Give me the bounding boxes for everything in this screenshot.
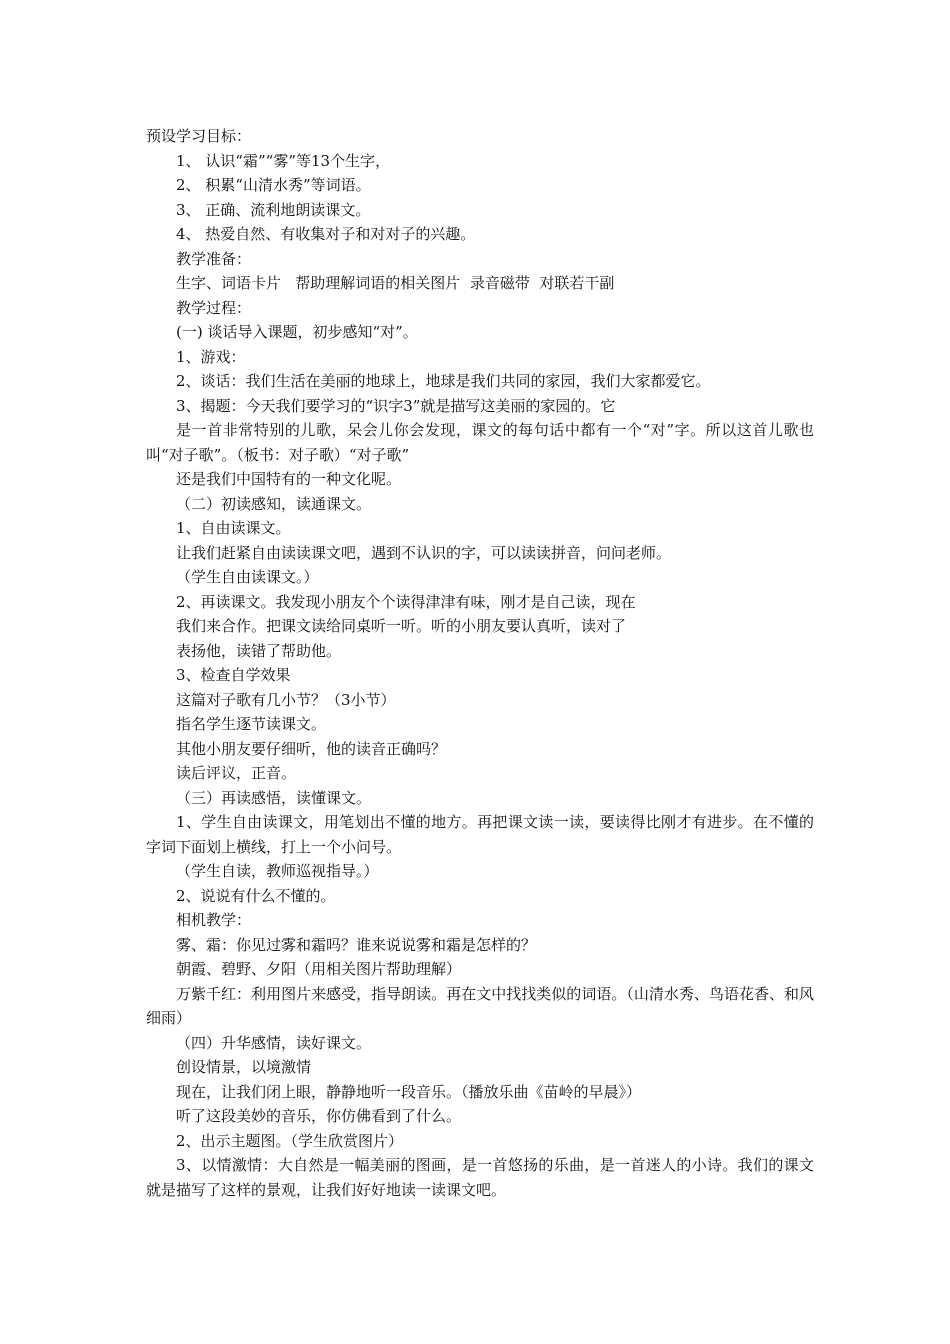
paragraph: 万紫千红：利用图片来感受，指导朗读。再在文中找找类似的词语。（山清水秀、鸟语花香、和风细雨） xyxy=(146,984,814,1027)
paragraph: 其他小朋友要仔细听，他的读音正确吗？ xyxy=(176,739,447,758)
paragraph: 3、揭题：今天我们要学习的“识字3”就是描写这美丽的家园的。它 xyxy=(176,396,616,415)
paragraph: 还是我们中国特有的一种文化呢。 xyxy=(176,470,402,488)
paragraph: 听了这段美妙的音乐，你仿佛看到了什么。 xyxy=(176,1107,462,1125)
heading-process: 教学过程： xyxy=(176,298,252,317)
paragraph: 2、谈话：我们生活在美丽的地球上，地球是我们共同的家园，我们大家都爱它。 xyxy=(176,372,711,390)
paragraph: 朝霞、碧野、夕阳（用相关图片帮助理解） xyxy=(176,960,462,978)
section-1-title: (一) 谈话导入课题，初步感知“对”。 xyxy=(176,323,418,341)
paragraph: 是一首非常特别的儿歌，呆会儿你会发现，课文的每句话中都有一个“对”字。所以这首儿歌也叫“对子歌”。（板书：对子歌）“对子歌” xyxy=(146,421,814,464)
paragraph: 2、说说有什么不懂的。 xyxy=(176,886,336,905)
document-body xyxy=(146,124,814,1202)
heading-preparation: 教学准备： xyxy=(176,249,252,268)
paragraph: 创设情景，以境激情 xyxy=(176,1058,312,1076)
paragraph: 2、出示主题图。（学生欣赏图片） xyxy=(176,1131,404,1150)
paragraph: 现在，让我们闭上眼，静静地听一段音乐。（播放乐曲《苗岭的早晨》） xyxy=(176,1082,642,1101)
goal-item-4: 4、 热爱自然、有收集对子和对对子的兴趣。 xyxy=(176,225,476,243)
paragraph: 1、游戏： xyxy=(176,347,246,366)
paragraph: 3、以情激情：大自然是一幅美丽的图画，是一首悠扬的乐曲，是一首迷人的小诗。我们的课文就是描写了这样的景观，让我们好好地读一读课文吧。 xyxy=(146,1156,814,1199)
paragraph: 读后评议，正音。 xyxy=(176,764,297,782)
heading-learning-goals: 预设学习目标： xyxy=(146,127,252,145)
paragraph: 雾、霜：你见过雾和霜吗？谁来说说雾和霜是怎样的？ xyxy=(176,935,537,954)
paragraph: 这篇对子歌有几小节？（3小节） xyxy=(176,690,396,709)
goal-item-3: 3、 正确、流利地朗读课文。 xyxy=(176,200,371,219)
paragraph: 2、再读课文。我发现小朋友个个读得津津有味，刚才是自己读，现在 xyxy=(176,592,636,611)
paragraph: 表扬他，读错了帮助他。 xyxy=(176,641,342,660)
paragraph: 让我们赶紧自由读读课文吧，遇到不认识的字，可以读读拼音，问问老师。 xyxy=(176,543,672,562)
paragraph: 相机教学： xyxy=(176,911,252,929)
paragraph: （学生自由读课文。） xyxy=(176,568,319,586)
preparation-list: 生字、词语卡片 帮助理解词语的相关图片 录音磁带 对联若干副 xyxy=(176,274,615,292)
section-2-title: （二）初读感知，读通课文。 xyxy=(176,494,372,513)
paragraph: （学生自读，教师巡视指导。） xyxy=(176,862,379,880)
section-4-title: （四）升华感情，读好课文。 xyxy=(176,1033,372,1052)
paragraph: 3、检查自学效果 xyxy=(176,666,291,684)
paragraph: 1、学生自由读课文，用笔划出不懂的地方。再把课文读一读，要读得比刚才有进步。在不懂的字词下面划上横线，打上一个小问号。 xyxy=(146,813,814,856)
section-3-title: （三）再读感悟，读懂课文。 xyxy=(176,788,372,807)
paragraph: 指名学生逐节读课文。 xyxy=(176,715,327,733)
goal-item-2: 2、 积累“山清水秀”等词语。 xyxy=(176,176,371,194)
goal-item-1: 1、 认识“霜”“雾”等13个生字， xyxy=(176,151,391,170)
paragraph: 我们来合作。把课文读给同桌听一听。听的小朋友要认真听，读对了 xyxy=(176,617,627,635)
paragraph: 1、自由读课文。 xyxy=(176,519,291,537)
